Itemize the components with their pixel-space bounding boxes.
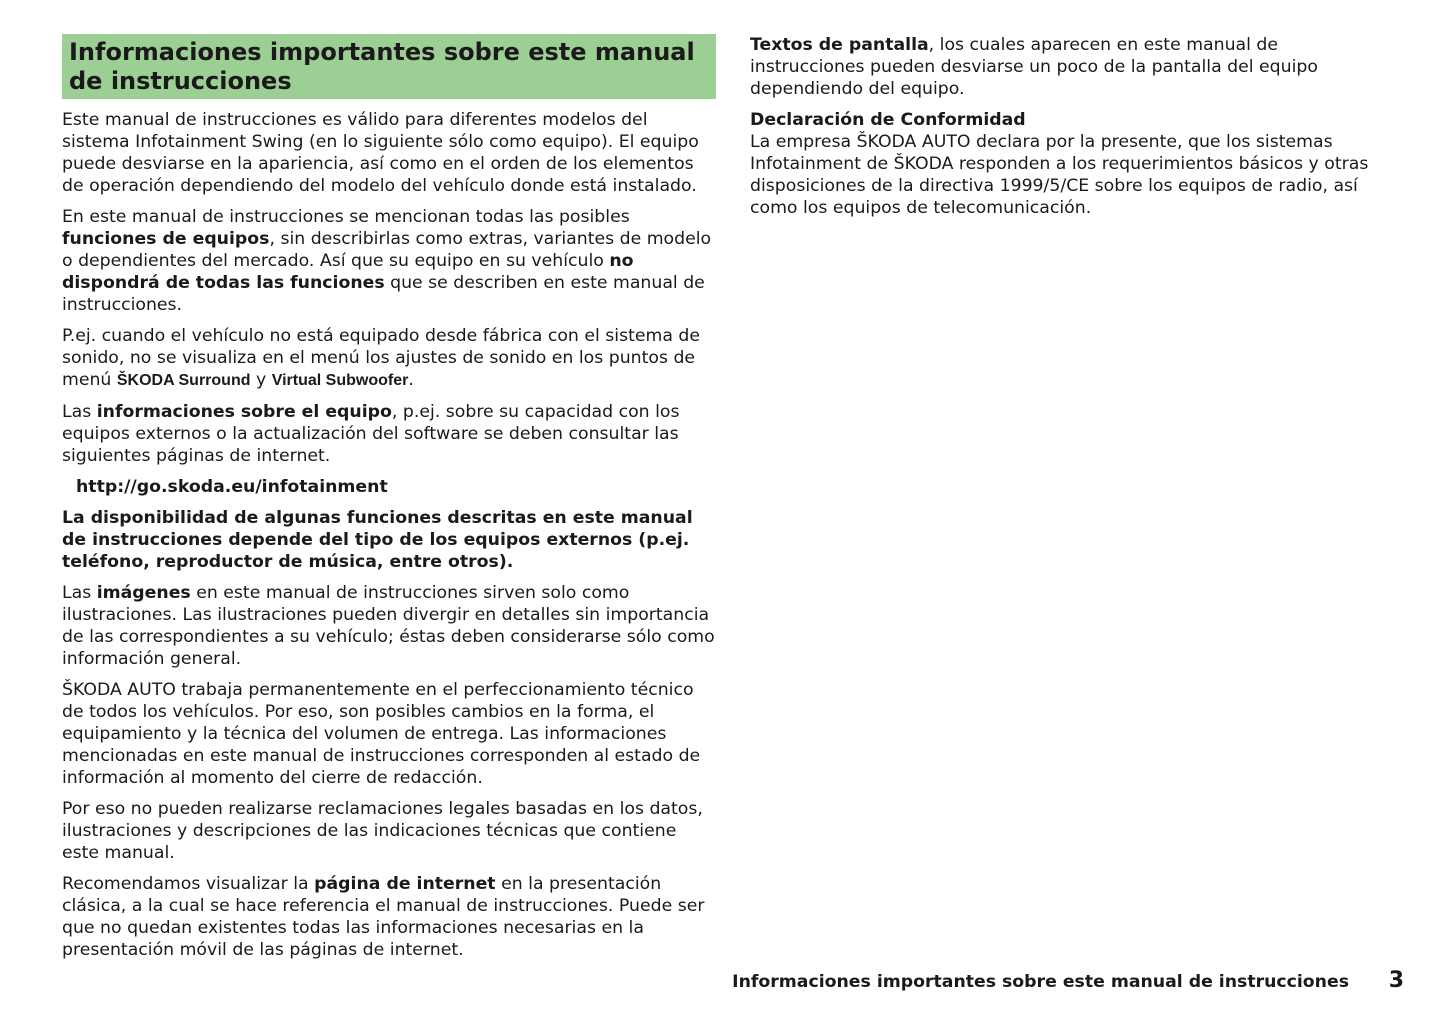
paragraph-sound-example: P.ej. cuando el vehículo no está equipado desde fábrica con el sistema de sonido, no se visualiza en el menú los ajustes de sonido en los puntos de menú ŠKODA Surround y Virtual Subwoofer.	[62, 326, 701, 390]
paragraph-screen-texts: Textos de pantalla, los cuales aparecen en este manual de instrucciones pueden desviarse un poco de la pantalla del equipo dependiendo del equipo.	[750, 35, 1318, 99]
right-column	[750, 34, 1398, 228]
paragraph-claims: Por eso no pueden realizarse reclamaciones legales basadas en los datos, ilustraciones y descripciones de las indicaciones técnicas que contiene este manual.	[62, 799, 703, 863]
page-number: 3	[1388, 968, 1404, 993]
infotainment-url: http://go.skoda.eu/infotainment	[76, 477, 388, 497]
paragraph-functions: En este manual de instrucciones se mencionan todas las posibles funciones de equipos, sin describirlas como extras, variantes de modelo o dependientes del mercado. Así que su equipo en su vehículo no dispondrá de todas las funciones que se describen en este manual de instrucciones.	[62, 207, 712, 315]
paragraph-website: Recomendamos visualizar la página de internet en la presentación clásica, a la cual se hace referencia el manual de instrucciones. Puede ser que no quedan existentes todas las informaciones necesarias en la presentación móvil de las páginas de internet.	[62, 874, 705, 960]
left-column	[62, 34, 716, 970]
paragraph-availability: La disponibilidad de algunas funciones descritas en este manual de instrucciones depende del tipo de los equipos externos (p.ej. teléfono, reproductor de música, entre otros).	[62, 508, 693, 572]
section-heading: Informaciones importantes sobre este manual de instrucciones	[62, 34, 716, 99]
paragraph-improvement: ŠKODA AUTO trabaja permanentemente en el perfeccionamiento técnico de todos los vehículos. Por eso, son posibles cambios en la forma, el equipamiento y la técnica del volumen de entrega. Las informaciones mencionadas en este manual de instrucciones corresponden al estado de información al momento del cierre de redacción.	[62, 680, 701, 788]
paragraph-images: Las imágenes en este manual de instrucciones sirven solo como ilustraciones. Las ilustraciones pueden divergir en detalles sin importancia de las correspondientes a su vehículo; éstas deben considerarse sólo como información general.	[62, 583, 715, 669]
footer-title: Informaciones importantes sobre este manual de instrucciones	[732, 972, 1349, 992]
menu-term-skoda-surround: ŠKODA Surround	[116, 372, 251, 389]
menu-term-virtual-subwoofer: Virtual Subwoofer	[271, 372, 409, 389]
paragraph-validity: Este manual de instrucciones es válido para diferentes modelos del sistema Infotainment Swing (en lo siguiente sólo como equipo). El equipo puede desviarse en la apariencia, así como en el orden de los elementos de operación dependiendo del modelo del vehículo donde está instalado.	[62, 110, 699, 196]
paragraph-equipment-info: Las informaciones sobre el equipo, p.ej. sobre su capacidad con los equipos externos o la actualización del software se deben consultar las siguientes páginas de internet.	[62, 402, 680, 466]
conformity-heading: Declaración de Conformidad	[750, 110, 1026, 130]
paragraph-conformity: La empresa ŠKODA AUTO declara por la presente, que los sistemas Infotainment de ŠKODA responden a los requerimientos básicos y otras disposiciones de la directiva 1999/5/CE sobre los equipos de radio, así como los equipos de telecomunicación.	[750, 132, 1369, 218]
